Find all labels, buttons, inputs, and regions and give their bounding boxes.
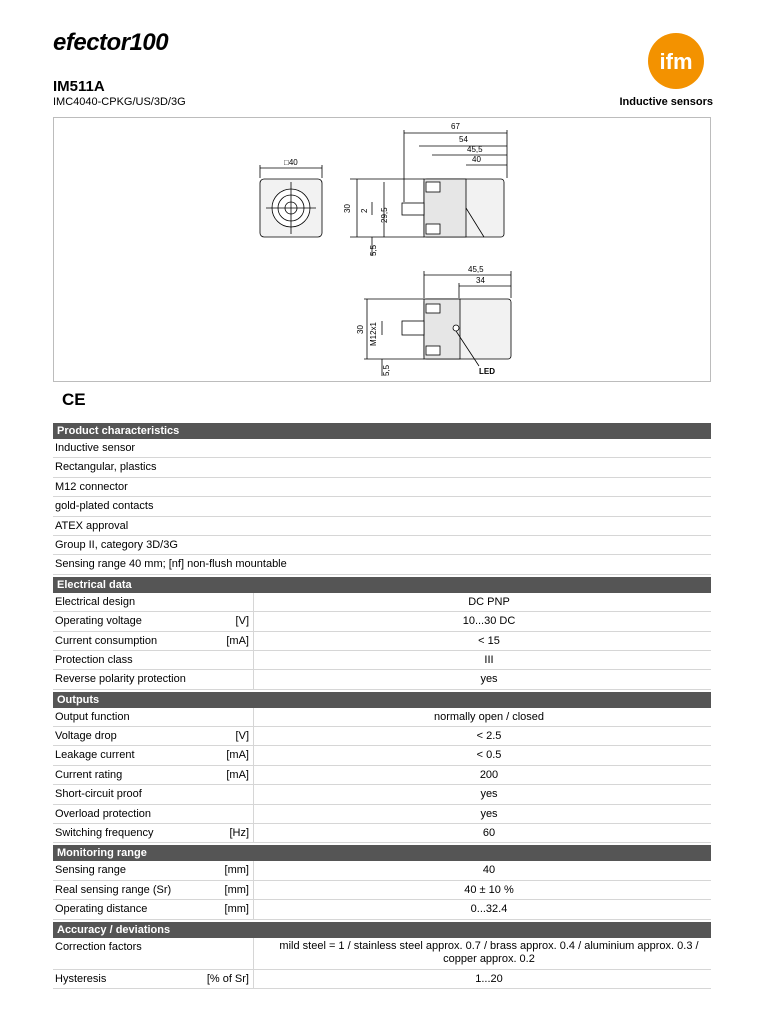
spec-row (53, 593, 711, 612)
spec-row (53, 727, 711, 746)
spec-unit: [Hz] (229, 827, 249, 840)
section-header: Monitoring range (53, 845, 711, 861)
spec-label: Overload protection (55, 807, 151, 820)
spec-unit: [% of Sr] (206, 972, 249, 985)
spec-unit: [mA] (226, 768, 249, 781)
spec-label: Operating voltage (55, 615, 142, 628)
spec-label: Sensing range (55, 864, 126, 877)
dim-29-5: 29,5 (380, 207, 389, 223)
spec-row (53, 651, 711, 670)
spec-unit: [mm] (224, 883, 249, 896)
spec-value: normally open / closed (433, 710, 545, 723)
product-category: Inductive sensors (619, 96, 713, 108)
dim-45-5: 45,5 (467, 145, 483, 154)
ce-mark-text: CE (62, 390, 86, 409)
spec-row (53, 766, 711, 785)
spec-label: Sensing range 40 mm; [nf] non-flush mountable (55, 558, 287, 571)
spec-value: yes (480, 788, 498, 801)
spec-label: Correction factors (55, 940, 142, 953)
spec-value: mild steel = 1 / stainless steel approx. 0.7 / brass approx. 0.4 / aluminium approx. 0.3 / copper approx. 0.2 (279, 939, 699, 965)
spec-label: Leakage current (55, 749, 135, 762)
dim-m12: M12x1 (369, 321, 378, 346)
spec-value: 0...32.4 (470, 903, 508, 916)
spec-label: Reverse polarity protection (55, 673, 186, 686)
spec-unit: [mA] (226, 634, 249, 647)
spec-label: ATEX approval (55, 519, 129, 532)
spec-row (53, 824, 711, 843)
spec-row (53, 517, 711, 536)
spec-value: yes (480, 807, 498, 820)
spec-label: Voltage drop (55, 730, 117, 743)
dimension-drawing (53, 117, 711, 382)
spec-row (53, 785, 711, 804)
spec-label: Real sensing range (Sr) (55, 883, 172, 896)
spec-unit: [mA] (226, 749, 249, 762)
spec-label: gold-plated contacts (55, 500, 154, 513)
spec-value: 200 (479, 768, 499, 781)
dim-5-5: 5,5 (369, 244, 378, 256)
ce-mark (62, 388, 88, 410)
spec-label: Inductive sensor (55, 442, 136, 454)
article-code: IMC4040-CPKG/US/3D/3G (53, 96, 186, 108)
front-view (260, 158, 322, 237)
spec-row (53, 746, 711, 765)
section-header: Accuracy / deviations (53, 922, 711, 938)
dim-34: 34 (476, 276, 485, 285)
dim-5-5-b: 5,5 (382, 364, 391, 376)
dim-67: 67 (451, 122, 460, 131)
spec-value: 1...20 (475, 972, 503, 985)
section-header: Electrical data (53, 577, 711, 593)
spec-value: yes (480, 673, 498, 686)
section-header: Product characteristics (53, 423, 711, 439)
spec-value: < 15 (478, 634, 500, 647)
spec-label: Switching frequency (55, 827, 154, 840)
spec-row (53, 881, 711, 900)
led-label: LED (479, 367, 495, 376)
spec-row (53, 536, 711, 555)
spec-row (53, 861, 711, 880)
section-header: Outputs (53, 692, 711, 708)
spec-row (53, 439, 711, 458)
spec-row (53, 938, 711, 970)
spec-label: Current rating (55, 768, 123, 781)
spec-value: III (484, 653, 494, 666)
spec-row (53, 458, 711, 477)
spec-value: 10...30 DC (462, 615, 516, 628)
efector100-logo (53, 30, 235, 56)
spec-row (53, 478, 711, 497)
spec-row (53, 900, 711, 919)
bottom-view (356, 265, 511, 376)
spec-label: Hysteresis (55, 972, 107, 985)
dim-45-5-b: 45,5 (468, 265, 484, 274)
spec-row (53, 708, 711, 727)
spec-row (53, 497, 711, 516)
spec-unit: [mm] (224, 903, 249, 916)
side-view (343, 122, 507, 256)
spec-value: < 0.5 (476, 749, 502, 762)
dim-30: 30 (343, 204, 352, 213)
spec-unit: [mm] (224, 864, 249, 877)
spec-unit: [V] (235, 730, 249, 743)
product-id: IM511A (53, 78, 105, 95)
spec-unit: [V] (235, 615, 249, 628)
logo-text: efector100 (53, 30, 169, 56)
spec-label: Rectangular, plastics (55, 461, 157, 474)
spec-value: DC PNP (468, 595, 510, 608)
spec-label: Operating distance (55, 903, 148, 916)
dim-30-b: 30 (356, 325, 365, 334)
spec-label: Protection class (55, 653, 133, 666)
spec-value: 40 ± 10 % (464, 883, 514, 896)
spec-value: 40 (482, 864, 496, 877)
dim-54: 54 (459, 135, 468, 144)
spec-row (53, 805, 711, 824)
spec-label: Electrical design (55, 595, 136, 608)
spec-row (53, 632, 711, 651)
dim-front: □40 (284, 158, 298, 167)
ifm-logo-text: ifm (659, 49, 693, 74)
spec-label: Group II, category 3D/3G (55, 538, 178, 551)
spec-value: 60 (482, 827, 496, 840)
spec-row (53, 970, 711, 989)
dim-40: 40 (472, 155, 481, 164)
ifm-logo (648, 33, 704, 89)
spec-value: < 2.5 (476, 730, 502, 743)
spec-row (53, 612, 711, 631)
spec-row (53, 555, 711, 574)
spec-label: Output function (55, 710, 130, 723)
spec-table (53, 421, 711, 989)
spec-label: M12 connector (55, 480, 128, 493)
dim-2: 2 (360, 208, 369, 213)
spec-label: Short-circuit proof (55, 788, 142, 801)
spec-label: Current consumption (55, 634, 158, 647)
spec-row (53, 670, 711, 689)
